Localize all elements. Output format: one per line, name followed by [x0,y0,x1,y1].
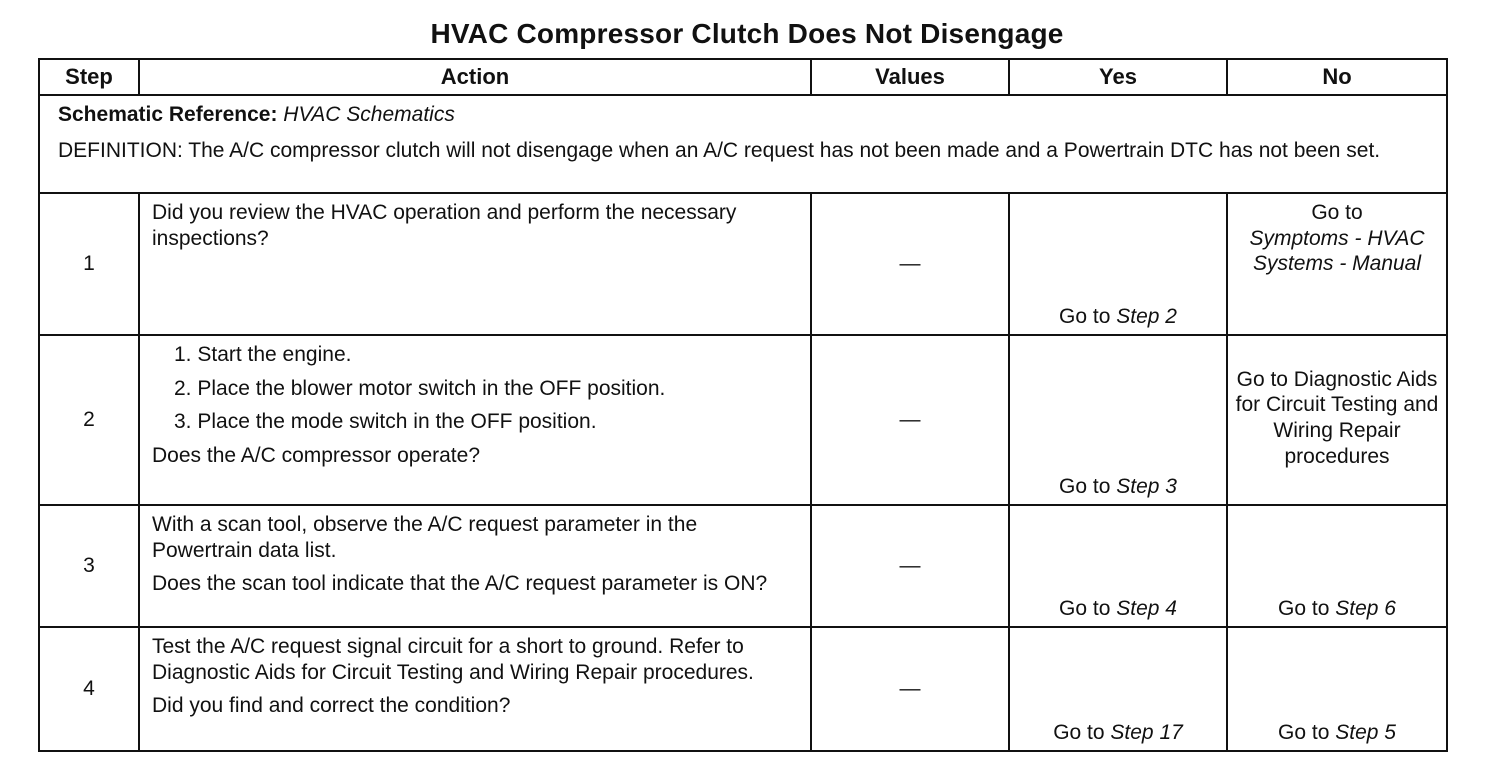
action-question: Does the A/C compressor operate? [152,443,481,467]
header-yes: Yes [1009,59,1227,95]
header-no: No [1227,59,1447,95]
definition-text: DEFINITION: The A/C compressor clutch will not disengage when an A/C request has not been made and a Powertrain DTC has not been set. [58,138,1381,162]
header-step: Step [39,59,139,95]
yes-prefix: Go to [1053,721,1105,745]
schematic-reference [58,102,1436,128]
no-prefix: Go to [1278,721,1330,745]
step-number: 3 [39,505,139,627]
action-question: Did you find and correct the condition? [152,694,511,718]
yes-target: Step 2 [1116,305,1177,329]
no-cell [1227,193,1447,335]
action-cell [139,505,811,627]
values-cell: — [811,335,1009,505]
schematic-reference-label: Schematic Reference: [58,103,278,126]
no-prefix: Go to [1278,597,1330,621]
reference-row [39,95,1447,193]
yes-prefix: Go to [1059,305,1111,329]
step-number: 1 [39,193,139,335]
yes-prefix: Go to [1059,597,1111,621]
table-row [39,335,1447,505]
schematic-reference-value: HVAC Schematics [283,103,455,126]
header-row [39,59,1447,95]
action-text: With a scan tool, observe the A/C request parameter in the Powertrain data list. [152,513,698,562]
yes-cell [1009,335,1227,505]
action-list-item: 3. Place the mode switch in the OFF position. [174,410,597,434]
action-list-item: 1. Start the engine. [174,343,352,366]
yes-target: Step 4 [1116,597,1177,621]
no-cell [1227,505,1447,627]
diagnostic-table [38,58,1448,752]
action-cell [139,193,811,335]
yes-target: Step 3 [1116,475,1177,499]
no-cell: Go to Diagnostic Aids for Circuit Testing and Wiring Repair procedures [1227,335,1447,505]
action-question: Does the scan tool indicate that the A/C request parameter is ON? [152,572,768,596]
header-action: Action [139,59,811,95]
yes-cell [1009,627,1227,751]
action-cell [139,627,811,751]
action-text: Did you review the HVAC operation and perform the necessary inspections? [152,201,737,250]
values-cell: — [811,505,1009,627]
action-text: Test the A/C request signal circuit for a short to ground. Refer to Diagnostic Aids for Circuit Testing and Wiring Repair procedures. [152,635,754,684]
yes-cell [1009,193,1227,335]
header-values: Values [811,59,1009,95]
no-target: Symptoms - HVAC Systems - Manual [1249,226,1425,276]
reference-cell [39,95,1447,193]
no-prefix: Go to [1311,201,1363,224]
no-target: Step 6 [1335,597,1396,621]
yes-prefix: Go to [1059,475,1111,499]
values-cell: — [811,627,1009,751]
yes-target: Step 17 [1110,721,1183,745]
yes-cell [1009,505,1227,627]
table-row [39,505,1447,627]
no-target: Step 5 [1335,721,1396,745]
values-cell: — [811,193,1009,335]
page-title: HVAC Compressor Clutch Does Not Disengage [430,18,1064,49]
action-list-item: 2. Place the blower motor switch in the OFF position. [174,376,666,400]
table-row [39,193,1447,335]
step-number: 4 [39,627,139,751]
no-cell [1227,627,1447,751]
action-cell [139,335,811,505]
table-row [39,627,1447,751]
step-number: 2 [39,335,139,505]
